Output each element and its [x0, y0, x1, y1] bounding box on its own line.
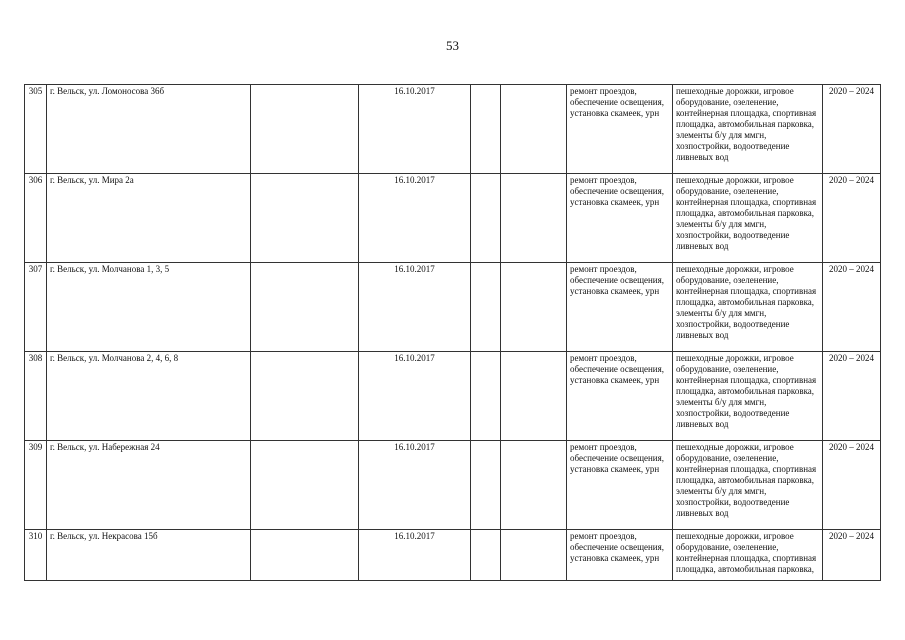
blank-cell [471, 263, 501, 352]
address-cell: г. Вельск, ул. Молчанова 1, 3, 5 [47, 263, 251, 352]
blank-cell [501, 85, 567, 174]
blank-cell [501, 530, 567, 581]
blank-cell [501, 263, 567, 352]
minimum-works-cell: ремонт проездов, обеспечение освещения, установка скамеек, урн [567, 352, 673, 441]
date-cell: 16.10.2017 [359, 263, 471, 352]
minimum-works-cell: ремонт проездов, обеспечение освещения, установка скамеек, урн [567, 174, 673, 263]
minimum-works-cell: ремонт проездов, обеспечение освещения, установка скамеек, урн [567, 530, 673, 581]
blank-cell [471, 352, 501, 441]
address-cell: г. Вельск, ул. Набережная 24 [47, 441, 251, 530]
blank-cell [501, 174, 567, 263]
table-row [25, 352, 881, 441]
row-number: 308 [25, 352, 47, 441]
additional-works-cell: пешеходные дорожки, игровое оборудование, озеленение, контейнерная площадка, спортивная площадка, автомобильная парковка, элементы б/у для ммгн, хозпостройки, водоотведение ливневых вод [673, 352, 823, 441]
date-cell: 16.10.2017 [359, 174, 471, 263]
row-number: 310 [25, 530, 47, 581]
address-cell: г. Вельск, ул. Ломоносова 36б [47, 85, 251, 174]
table-row [25, 441, 881, 530]
addresses-table [24, 84, 881, 581]
blank-cell [251, 85, 359, 174]
table-row [25, 174, 881, 263]
minimum-works-cell: ремонт проездов, обеспечение освещения, установка скамеек, урн [567, 441, 673, 530]
address-cell: г. Вельск, ул. Некрасова 15б [47, 530, 251, 581]
table-row [25, 263, 881, 352]
table-row [25, 85, 881, 174]
period-cell: 2020 – 2024 [823, 530, 881, 581]
table-row [25, 530, 881, 581]
blank-cell [251, 352, 359, 441]
blank-cell [501, 441, 567, 530]
page-number: 53 [446, 38, 459, 53]
blank-cell [251, 530, 359, 581]
row-number: 305 [25, 85, 47, 174]
period-cell: 2020 – 2024 [823, 441, 881, 530]
period-cell: 2020 – 2024 [823, 85, 881, 174]
blank-cell [471, 174, 501, 263]
period-cell: 2020 – 2024 [823, 352, 881, 441]
blank-cell [251, 263, 359, 352]
row-number: 306 [25, 174, 47, 263]
date-cell: 16.10.2017 [359, 352, 471, 441]
date-cell: 16.10.2017 [359, 441, 471, 530]
additional-works-cell: пешеходные дорожки, игровое оборудование, озеленение, контейнерная площадка, спортивная площадка, автомобильная парковка, элементы б/у для ммгн, хозпостройки, водоотведение ливневых вод [673, 174, 823, 263]
date-cell: 16.10.2017 [359, 85, 471, 174]
address-cell: г. Вельск, ул. Молчанова 2, 4, 6, 8 [47, 352, 251, 441]
blank-cell [471, 530, 501, 581]
blank-cell [251, 174, 359, 263]
blank-cell [501, 352, 567, 441]
additional-works-cell: пешеходные дорожки, игровое оборудование, озеленение, контейнерная площадка, спортивная площадка, автомобильная парковка, элементы б/у для ммгн, хозпостройки, водоотведение ливневых вод [673, 263, 823, 352]
blank-cell [471, 85, 501, 174]
row-number: 309 [25, 441, 47, 530]
additional-works-cell: пешеходные дорожки, игровое оборудование, озеленение, контейнерная площадка, спортивная площадка, автомобильная парковка, [673, 530, 823, 581]
minimum-works-cell: ремонт проездов, обеспечение освещения, установка скамеек, урн [567, 263, 673, 352]
period-cell: 2020 – 2024 [823, 263, 881, 352]
period-cell: 2020 – 2024 [823, 174, 881, 263]
additional-works-cell: пешеходные дорожки, игровое оборудование, озеленение, контейнерная площадка, спортивная площадка, автомобильная парковка, элементы б/у для ммгн, хозпостройки, водоотведение ливневых вод [673, 85, 823, 174]
address-cell: г. Вельск, ул. Мира 2а [47, 174, 251, 263]
blank-cell [471, 441, 501, 530]
minimum-works-cell: ремонт проездов, обеспечение освещения, установка скамеек, урн [567, 85, 673, 174]
additional-works-cell: пешеходные дорожки, игровое оборудование, озеленение, контейнерная площадка, спортивная площадка, автомобильная парковка, элементы б/у для ммгн, хозпостройки, водоотведение ливневых вод [673, 441, 823, 530]
row-number: 307 [25, 263, 47, 352]
date-cell: 16.10.2017 [359, 530, 471, 581]
blank-cell [251, 441, 359, 530]
